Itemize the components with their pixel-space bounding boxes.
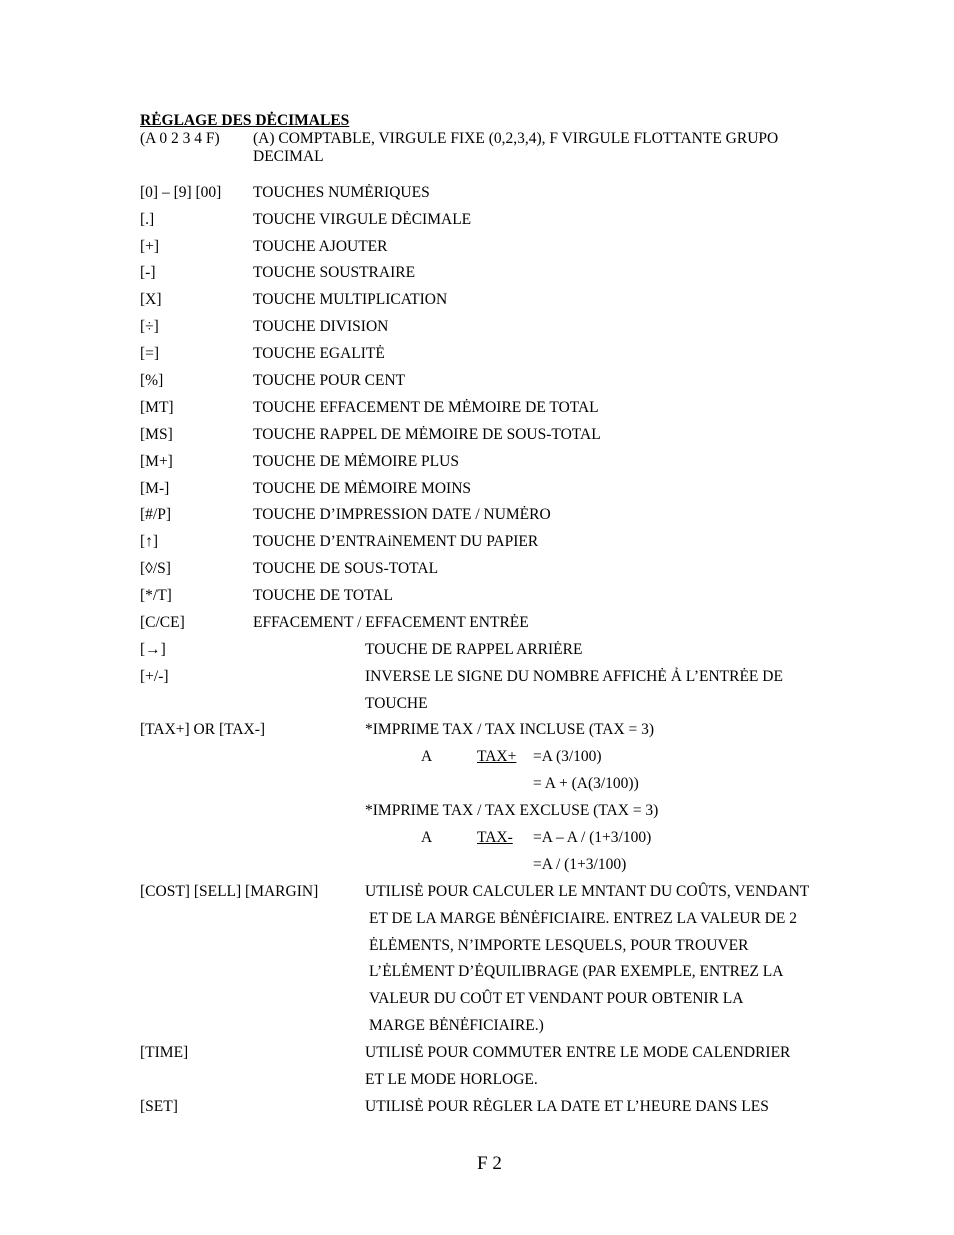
key-label: [+] xyxy=(140,238,160,255)
key-description: TOUCHE AJOUTER xyxy=(253,238,388,255)
tax-included-formula-2: = A + (A(3/100)) xyxy=(533,775,639,792)
key-label: [=] xyxy=(140,345,160,362)
key-label: [MT] xyxy=(140,399,174,416)
key-label: [C/CE] xyxy=(140,614,185,631)
key-label: [0] – [9] [00] xyxy=(140,184,222,201)
cost-description-line: ĖLĖMENTS, N’IMPORTE LESQUELS, POUR TROUVER xyxy=(369,937,749,954)
key-label: [X] xyxy=(140,291,162,308)
time-key-label: [TIME] xyxy=(140,1044,189,1061)
decimal-setting-key: (A 0 2 3 4 F) xyxy=(140,130,220,147)
cost-description-line: L’ĖLĖMENT D’ĖQUILIBRAGE (PAR EXEMPLE, ENTREZ LA xyxy=(369,963,784,980)
key-label: [#/P] xyxy=(140,506,171,523)
key-label: [÷] xyxy=(140,318,159,335)
key-label: [M-] xyxy=(140,480,170,497)
tax-included-description: *IMPRIME TAX / TAX INCLUSE (TAX = 3) xyxy=(365,721,655,738)
tax-key-label: [TAX+] OR [TAX-] xyxy=(140,721,266,738)
cost-description-line: MARGE BĖNĖFICIAIRE.) xyxy=(369,1017,544,1034)
key-description: TOUCHE DE MĖMOIRE MOINS xyxy=(253,480,472,497)
sign-key-description-1: INVERSE LE SIGNE DU NOMBRE AFFICHĖ Ả L’ENTRĖE DE xyxy=(365,668,783,685)
tax-excluded-a: A xyxy=(421,829,433,846)
sign-key-description-2: TOUCHE xyxy=(365,695,428,712)
key-label: [%] xyxy=(140,372,164,389)
key-description: TOUCHE POUR CENT xyxy=(253,372,406,389)
key-label: [MS] xyxy=(140,426,173,443)
key-description: TOUCHE VIRGULE DĖCIMALE xyxy=(253,211,472,228)
key-description: EFFACEMENT / EFFACEMENT ENTRĖE xyxy=(253,614,529,631)
key-description: TOUCHE EGALITĖ xyxy=(253,345,385,362)
key-label: [M+] xyxy=(140,453,173,470)
back-key-label: [→] xyxy=(140,641,166,658)
key-label: [-] xyxy=(140,264,156,281)
sign-key-label: [+/-] xyxy=(140,668,169,685)
section-title: RĖGLAGE DES DĖCIMALES xyxy=(140,112,350,129)
time-description-2: ET LE MODE HORLOGE. xyxy=(365,1071,538,1088)
key-description: TOUCHE DE MĖMOIRE PLUS xyxy=(253,453,459,470)
key-description: TOUCHE D’IMPRESSION DATE / NUMĖRO xyxy=(253,506,551,523)
key-description: TOUCHE D’ENTRAiNEMENT DU PAPIER xyxy=(253,533,539,550)
key-description: TOUCHE SOUSTRAIRE xyxy=(253,264,416,281)
key-label: [◊/S] xyxy=(140,560,171,577)
cost-description-line: VALEUR DU COȖT ET VENDANT POUR OBTENIR LA xyxy=(369,990,744,1007)
set-description-1: UTILISĖ POUR RĖGLER LA DATE ET L’HEURE DANS LES xyxy=(365,1098,769,1115)
decimal-setting-desc-2: DECIMAL xyxy=(253,148,324,165)
key-description: TOUCHE RAPPEL DE MĖMOIRE DE SOUS-TOTAL xyxy=(253,426,601,443)
key-label: [*/T] xyxy=(140,587,172,604)
cost-description-line: ET DE LA MARGE BĖNĖFICIAIRE. ENTREZ LA VALEUR DE 2 xyxy=(369,910,797,927)
key-description: TOUCHE DE SOUS-TOTAL xyxy=(253,560,439,577)
key-description: TOUCHE DIVISION xyxy=(253,318,389,335)
tax-included-formula-1: =A (3/100) xyxy=(533,748,602,765)
decimal-setting-desc-1: (A) COMPTABLE, VIRGULE FIXE (0,2,3,4), F VIRGULE FLOTTANTE GRUPO xyxy=(253,130,779,147)
tax-minus-label: TAX- xyxy=(477,829,513,846)
cost-description-line: UTILISĖ POUR CALCULER LE MNTANT DU COȖTS, VENDANT xyxy=(365,883,810,900)
tax-excluded-formula-2: =A / (1+3/100) xyxy=(533,856,627,873)
key-label: [.] xyxy=(140,211,155,228)
key-description: TOUCHE MULTIPLICATION xyxy=(253,291,448,308)
key-description: TOUCHES NUMĖRIQUES xyxy=(253,184,430,201)
key-label: [↑] xyxy=(140,533,159,550)
tax-included-a: A xyxy=(421,748,433,765)
tax-plus-label: TAX+ xyxy=(477,748,517,765)
tax-excluded-formula-1: =A – A / (1+3/100) xyxy=(533,829,652,846)
cost-key-label: [COST] [SELL] [MARGIN] xyxy=(140,883,319,900)
page-number: F 2 xyxy=(477,1153,502,1174)
tax-excluded-description: *IMPRIME TAX / TAX EXCLUSE (TAX = 3) xyxy=(365,802,659,819)
set-key-label: [SET] xyxy=(140,1098,178,1115)
back-key-description: TOUCHE DE RAPPEL ARRIĖRE xyxy=(365,641,583,658)
key-description: TOUCHE EFFACEMENT DE MĖMOIRE DE TOTAL xyxy=(253,399,599,416)
key-description: TOUCHE DE TOTAL xyxy=(253,587,393,604)
time-description-1: UTILISĖ POUR COMMUTER ENTRE LE MODE CALENDRIER xyxy=(365,1044,791,1061)
